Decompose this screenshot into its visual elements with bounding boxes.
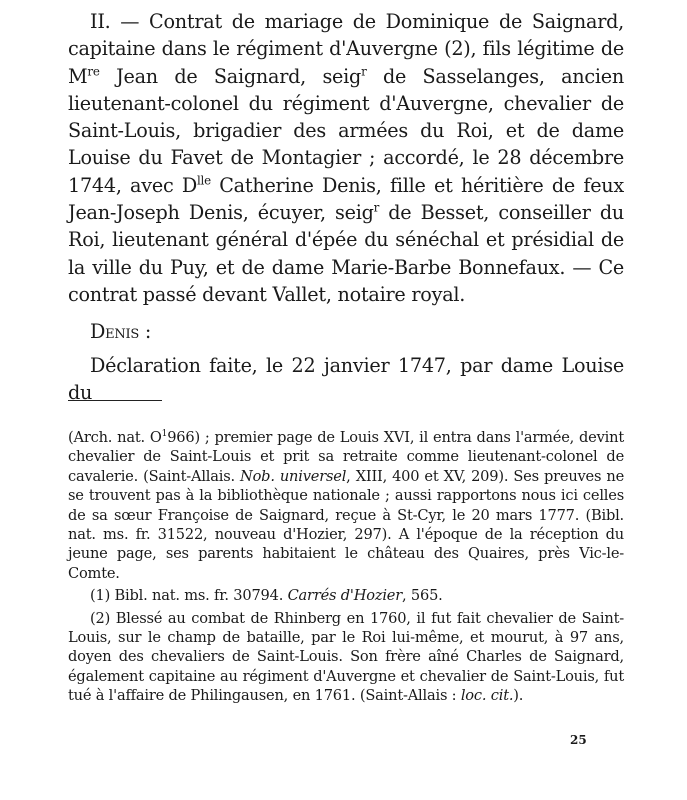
- footnote-separator: [68, 400, 162, 401]
- main-text: [68, 8, 624, 406]
- footnote-1: (1) Bibl. nat. ms. fr. 30794. Carrés d'Hozier, 565.: [90, 587, 443, 605]
- marriage-contract-paragraph: II. — Contrat de mariage de Dominique de Saignard, capitaine dans le régiment d'Auvergne (2), fils légitime de Mre Jean de Saignard, seig$^r$ de Sasselanges, ancien lieutenant-colonel du régiment d'Auvergne, chevalier de Saint-Louis, brigadier des armées du Roi, et de dame Louise du Favet de Montagier ; accordé, le 28 décembre 1744, avec $D^{lle}$ Catherine Denis, fille et héritière de feux Jean-Joseph Denis, écuyer, seig$^r$ de Besset, conseiller du Roi, lieutenant général d'épée du sénéchal et présidial de la ville du Puy, et de dame Marie-Barbe Bonnefaux. — Ce contrat passé devant Vallet, notaire royal.: [68, 10, 624, 306]
- declaration-paragraph: Déclaration faite, le 22 janvier 1747, par dame Louise du: [68, 353, 624, 404]
- footnote-continuation: (Arch. nat. $O^1966$) ; premier page de Louis XVI, il entra dans l'armée, devint chevalier de Saint-Louis et prit sa retraite comme lieutenant-colonel de cavalerie. (Saint-Allais. Nob. universel, XIII, 400 et XV, 209). Ses preuves ne se trouvent pas à la bibliothèque nationale ; aussi rapportons nous ici celles de sa sœur Françoise de Saignard, reçue à St-Cyr, le 20 mars 1777. (Bibl. nat. ms. fr. 31522, nouveau d'Hozier, 297). A l'époque de la réception du jeune page, ses parents habitaient le château des Quaires, près Vic-le-Comte.: [68, 429, 625, 582]
- footnote-2: (2) Blessé au combat de Rhinberg en 1760, il fut fait chevalier de Saint-Louis, sur le champ de bataille, par le Roi lui-même, et mourut, à 97 ans, doyen des chevaliers de Saint-Louis. Son frère aîné Charles de Saignard, également capitaine au régiment d'Auvergne et chevalier de Saint-Louis, fut tué à l'affaire de Philingausen, en 1761. (Saint-Allais : loc. cit.).: [68, 609, 624, 705]
- footnotes: [68, 428, 624, 706]
- section-heading-denis: Denis :: [90, 320, 152, 344]
- page-number: 25: [570, 733, 587, 747]
